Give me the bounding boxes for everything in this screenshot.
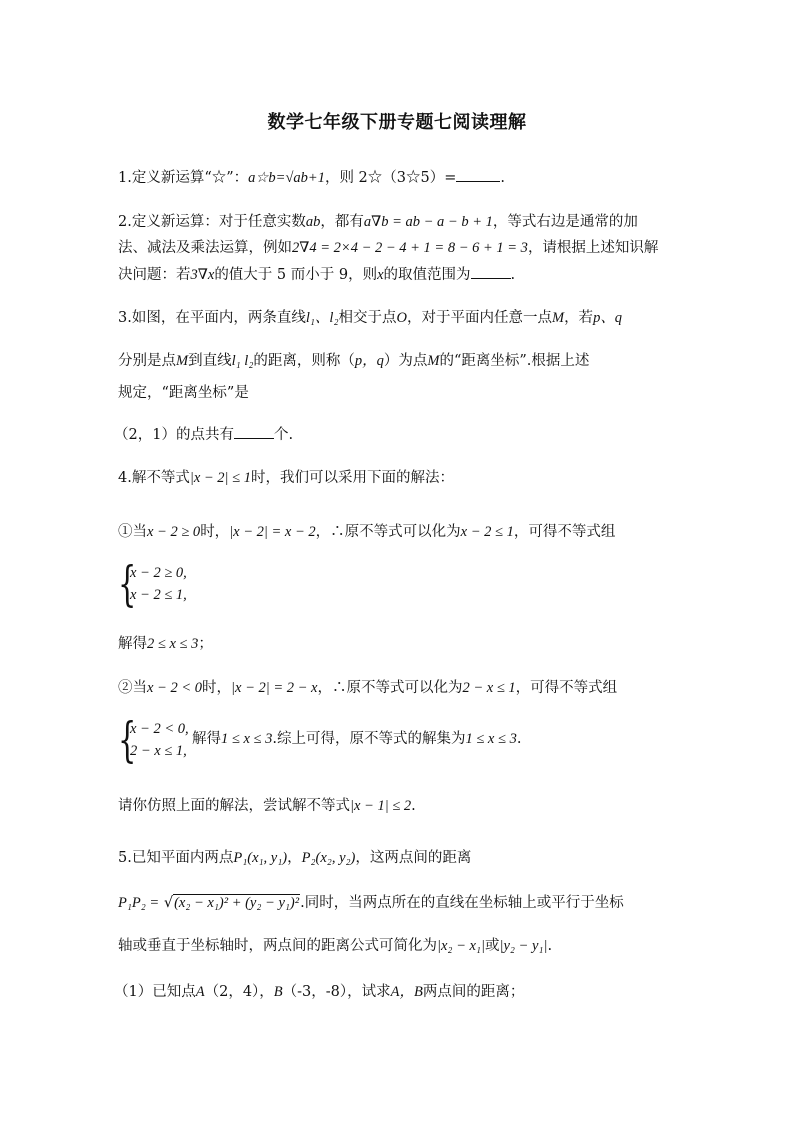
page-title: 数学七年级下册专题七阅读理解 (267, 112, 527, 133)
answer-blank[interactable] (471, 264, 511, 279)
answer-blank[interactable] (456, 167, 500, 182)
question-2-line-1: 2.定义新运算：对于任意实数ab，都有a∇b = ab − a − b + 1，等式右边是通常的加 (118, 214, 638, 230)
question-5-line-2: P₁P₂ = √(x₂ − x₁)² + (y₂ − y₁)².同时，当两点所在的直线在坐标轴上或平行于坐标 (118, 895, 624, 911)
brace-icon: { (118, 712, 137, 768)
question-2-line-3: 决问题：若3∇x的值大于 5 而小于 9，则x的取值范围为 . (118, 264, 515, 285)
distance-formula-radicand: (x₂ − x₁)² + (y₂ − y₁)² (174, 895, 300, 911)
answer-blank[interactable] (234, 424, 274, 439)
question-3-line-4: （2，1）的点共有 个. (114, 424, 293, 445)
question-5-line-3: 轴或垂直于坐标轴时，两点间的距离公式可简化为|x₂ − x₁|或|y₂ − y₁|. (118, 938, 553, 954)
solution-1: 解得2 ≤ x ≤ 3； (118, 636, 213, 652)
inequality-system-2: { x − 2 < 0, 2 − x ≤ 1, (118, 712, 189, 768)
question-3-line-2: 分别是点M到直线l₁ l₂的距离，则称（p，q）为点M的“距离坐标”.根据上述 (118, 353, 590, 369)
question-2-line-2: 法、减法及乘法运算，例如2∇4 = 2×4 − 2 − 4 + 1 = 8 − 6 + 1 = 3，请根据上述知识解 (118, 240, 659, 256)
solution-2: 解得1 ≤ x ≤ 3.综上可得，原不等式的解集为1 ≤ x ≤ 3. (192, 731, 522, 747)
q1-formula: a☆b=√ab+1 (248, 170, 325, 186)
q2-formula: a∇b = ab − a − b + 1 (363, 214, 493, 230)
distance-formula-lhs: P₁P₂ = (118, 895, 160, 911)
question-4-ask: 请你仿照上面的解法，尝试解不等式|x − 1| ≤ 2. (118, 798, 416, 814)
inequality-system-1: { x − 2 ≥ 0, x − 2 ≤ 1, (118, 556, 187, 612)
question-3-line-3: 规定，“距离坐标”是 (118, 385, 249, 401)
sqrt-icon: √ (163, 895, 174, 911)
case-2: ②当x − 2 < 0时，|x − 2| = 2 − x，∴原不等式可以化为2 − x ≤ 1，可得不等式组 (118, 680, 618, 696)
question-4-line-1: 4.解不等式|x − 2| ≤ 1时，我们可以采用下面的解法： (118, 470, 454, 486)
question-5-line-1: 5.已知平面内两点P₁(x₁, y₁)，P₂(x₂, y₂)，这两点间的距离 (118, 850, 472, 866)
brace-icon: { (118, 556, 137, 612)
question-3-line-1: 3.如图，在平面内，两条直线l₁、l₂相交于点O，对于平面内任意一点M，若p、q (118, 310, 623, 326)
question-1: 1.定义新运算“☆”：a☆b=√ab+1，则 2☆（3☆5）= . (118, 167, 505, 188)
case-1: ①当x − 2 ≥ 0时，|x − 2| = x − 2，∴原不等式可以化为x − 2 ≤ 1，可得不等式组 (118, 524, 616, 540)
question-5-sub-1: （1）已知点A（2，4），B（-3，-8），试求A，B两点间的距离； (114, 984, 525, 1000)
